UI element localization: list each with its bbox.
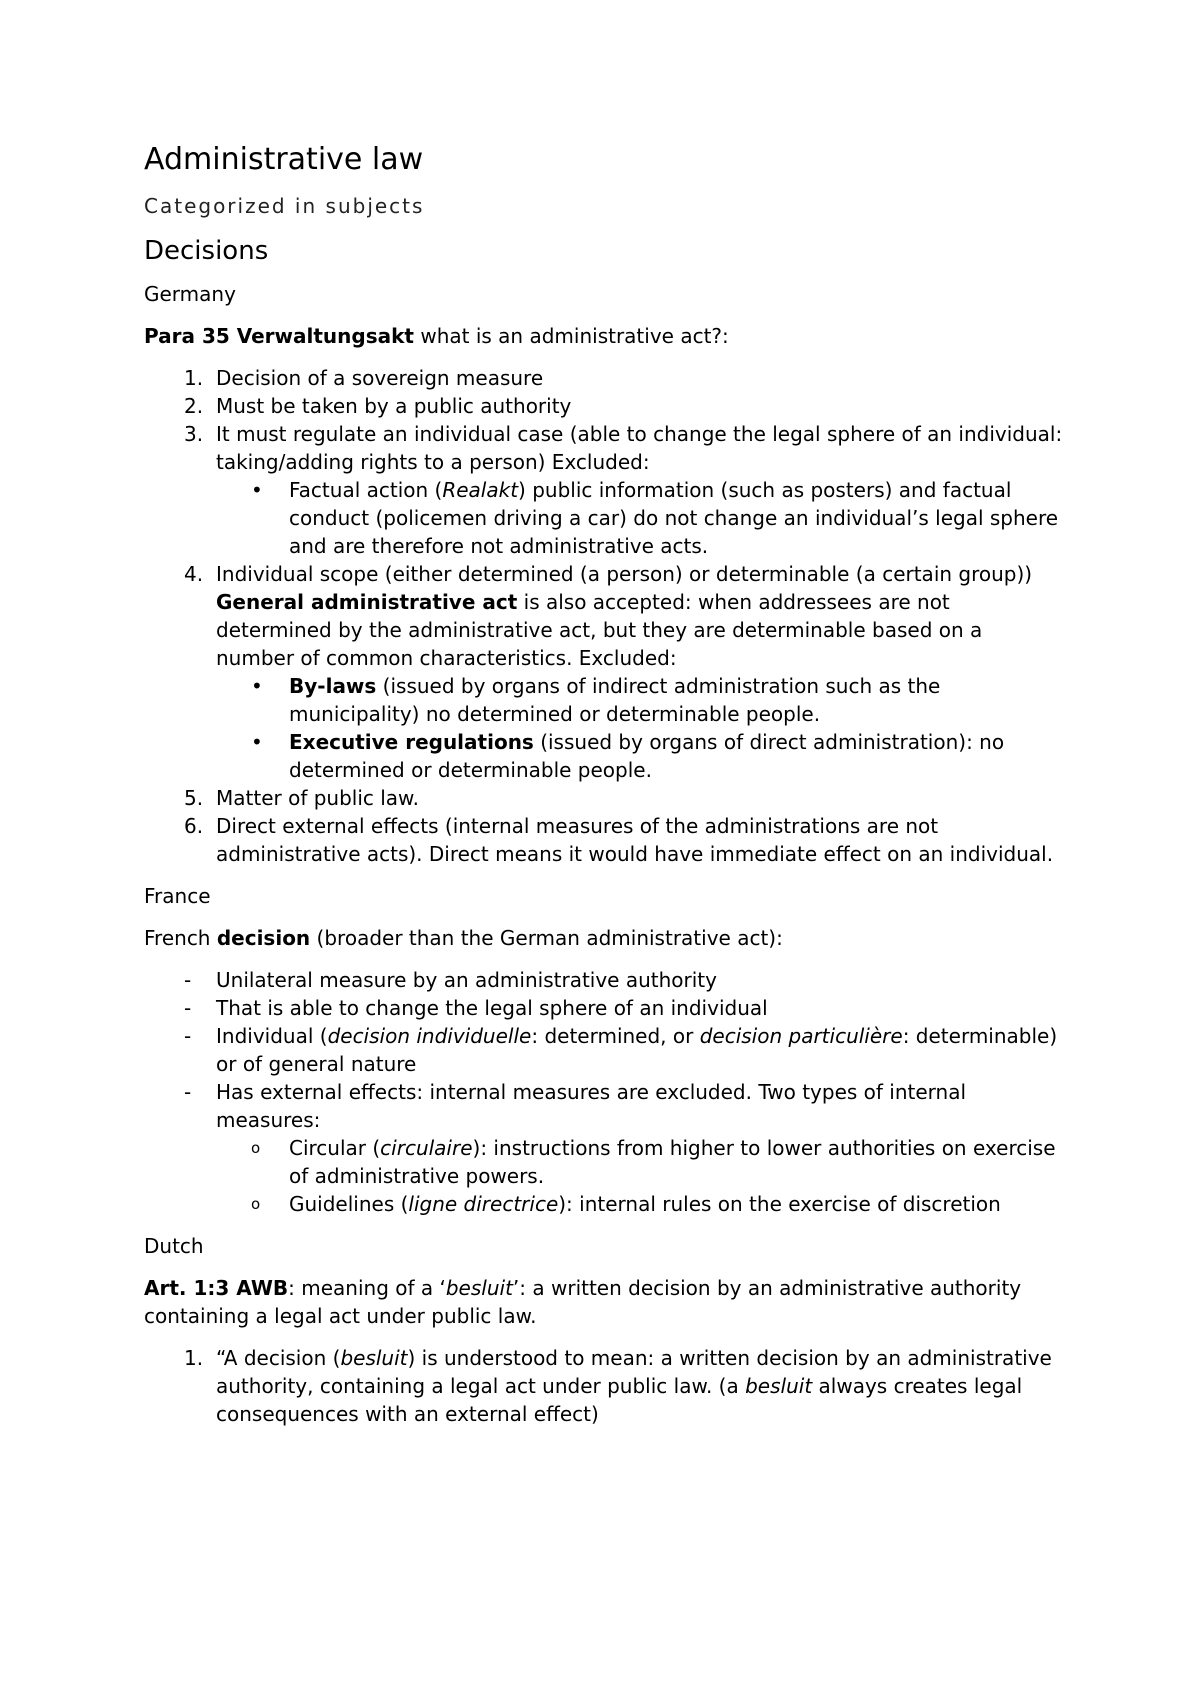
bold-term: By-laws — [289, 674, 377, 698]
dutch-intro-text: ’: a written decision by an administrative authority containing a legal act under public law. — [144, 1276, 1022, 1328]
list-item-text: Decision of a sovereign measure — [216, 366, 544, 390]
list-marker: 1. — [184, 1346, 204, 1370]
list-item — [144, 1344, 1064, 1428]
list-item-text: Matter of public law. — [216, 786, 419, 810]
bullet-icon: • — [251, 478, 263, 502]
circle-bullet-icon: o — [251, 1139, 261, 1157]
list-item — [144, 392, 1064, 420]
list-subitem — [144, 1190, 1064, 1218]
list-subitem — [144, 728, 1064, 784]
list-marker: 3. — [184, 422, 204, 446]
dash-icon: - — [184, 996, 192, 1020]
list-subitem — [144, 1134, 1064, 1190]
list-item-text: Individual scope (either determined (a person) or determinable (a certain group)) — [216, 562, 1033, 586]
dutch-intro-bold: Art. 1:3 AWB — [144, 1276, 289, 1300]
list-item-text: : determined, or — [531, 1024, 700, 1048]
dash-icon: - — [184, 1024, 192, 1048]
italic-term: Realakt — [442, 478, 519, 502]
list-item-text: ) is understood to mean: a written decision by an administrative authority, containing a legal act under public law. (a — [216, 1346, 1052, 1398]
list-item-text: Direct external effects (internal measures of the administrations are not administrative acts). Direct means it would have immediate effect on an individual. — [216, 814, 1054, 866]
italic-term: decision particulière — [699, 1024, 903, 1048]
list-marker: 6. — [184, 814, 204, 838]
document-title: Administrative law — [144, 142, 424, 177]
list-item-text: Factual action ( — [289, 478, 443, 502]
list-item-text: (issued by organs of direct administration): no determined or determinable people. — [289, 730, 1005, 782]
bold-term: General administrative act — [216, 590, 518, 614]
bullet-icon: • — [251, 674, 263, 698]
list-item-text: It must regulate an individual case (able to change the legal sphere of an individual: taking/adding rights to a person) Excluded: — [216, 422, 1063, 474]
list-item — [144, 812, 1064, 868]
list-item-text: “A decision ( — [216, 1346, 341, 1370]
list-item-text: (issued by organs of indirect administration such as the municipality) no determined or determinable people. — [289, 674, 941, 726]
list-item — [144, 560, 1064, 672]
france-intro — [144, 924, 1064, 952]
list-marker: 2. — [184, 394, 204, 418]
country-heading-germany: Germany — [144, 282, 236, 306]
list-item — [144, 364, 1064, 392]
list-item-text: Unilateral measure by an administrative authority — [216, 968, 717, 992]
document-page — [144, 140, 1064, 1442]
list-item-text: ) public information (such as posters) and factual conduct (policemen driving a car) do not change an individual’s legal sphere and are therefore not administrative acts. — [289, 478, 1059, 558]
list-marker: 5. — [184, 786, 204, 810]
list-item-text: : determinable) or of general nature — [216, 1024, 1058, 1076]
dutch-intro — [144, 1274, 1064, 1330]
germany-intro-bold: Para 35 Verwaltungsakt — [144, 324, 414, 348]
country-heading-dutch: Dutch — [144, 1234, 204, 1258]
bullet-icon: • — [251, 730, 263, 754]
italic-term: circulaire — [380, 1136, 473, 1160]
france-list — [144, 966, 1064, 1218]
list-item-text: That is able to change the legal sphere of an individual — [216, 996, 768, 1020]
list-item — [144, 420, 1064, 476]
country-heading-france: France — [144, 884, 211, 908]
list-item-text: ): internal rules on the exercise of discretion — [558, 1192, 1001, 1216]
list-item-text: Guidelines ( — [289, 1192, 409, 1216]
list-item-text: is also accepted: when addressees are not determined by the administrative act, but they are determinable based on a number of common characteristics. Excluded: — [216, 590, 983, 670]
germany-intro-text: what is an administrative act?: — [414, 324, 729, 348]
dash-icon: - — [184, 968, 192, 992]
list-item-text: Individual ( — [216, 1024, 328, 1048]
document-subtitle: Categorized in subjects — [144, 194, 425, 218]
list-marker: 4. — [184, 562, 204, 586]
list-item — [144, 1078, 1064, 1134]
italic-term: ligne directrice — [408, 1192, 559, 1216]
germany-intro — [144, 322, 1064, 350]
list-item-text: Has external effects: internal measures are excluded. Two types of internal measures: — [216, 1080, 967, 1132]
list-item — [144, 784, 1064, 812]
list-subitem — [144, 476, 1064, 560]
list-item-text: ): instructions from higher to lower authorities on exercise of administrative powers. — [289, 1136, 1056, 1188]
bold-term: Executive regulations — [289, 730, 534, 754]
dutch-intro-text: : meaning of a ‘ — [288, 1276, 446, 1300]
list-item — [144, 966, 1064, 994]
list-item-text: Circular ( — [289, 1136, 381, 1160]
france-intro-text: French — [144, 926, 217, 950]
section-heading-decisions: Decisions — [144, 236, 269, 266]
dutch-list — [144, 1344, 1064, 1428]
germany-list — [144, 364, 1064, 868]
circle-bullet-icon: o — [251, 1195, 261, 1213]
list-item-text: Must be taken by a public authority — [216, 394, 572, 418]
italic-term: decision individuelle — [327, 1024, 532, 1048]
france-intro-bold: decision — [216, 926, 311, 950]
list-subitem — [144, 672, 1064, 728]
list-marker: 1. — [184, 366, 204, 390]
italic-term: besluit — [340, 1346, 408, 1370]
list-item — [144, 994, 1064, 1022]
italic-term: besluit — [745, 1374, 813, 1398]
list-item — [144, 1022, 1064, 1078]
dash-icon: - — [184, 1080, 192, 1104]
list-item-text: always creates legal consequences with an external effect) — [216, 1374, 1023, 1426]
italic-term: besluit — [445, 1276, 513, 1300]
france-intro-text: (broader than the German administrative act): — [310, 926, 783, 950]
